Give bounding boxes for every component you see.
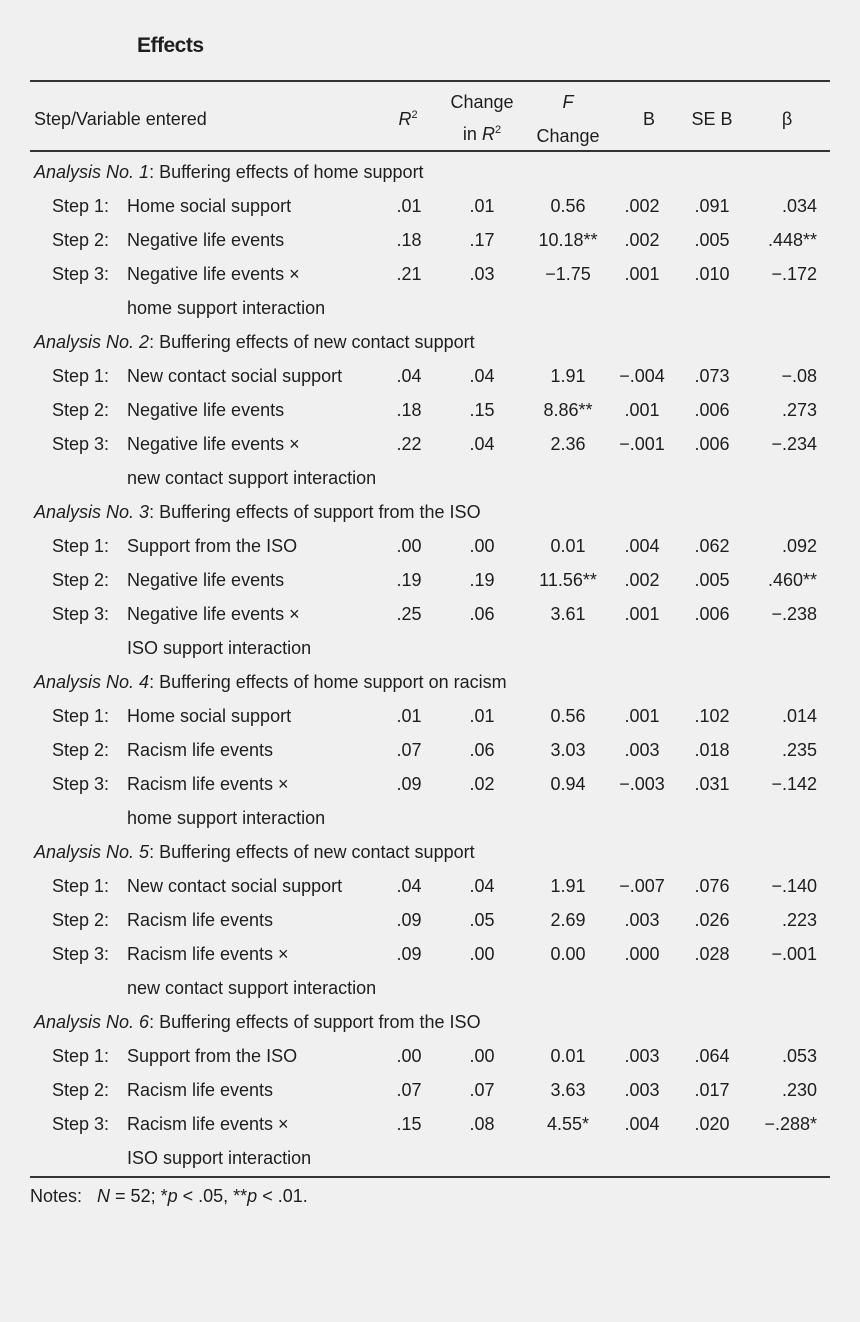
table-row [0, 869, 860, 903]
table-row [0, 257, 860, 291]
cell-r2: .18 [396, 400, 422, 420]
variable-name: Racism life events × [127, 944, 289, 964]
variable-name-continued: new contact support interaction [127, 468, 377, 488]
cell-beta: .230 [781, 1080, 817, 1100]
cell-beta: −.140 [771, 876, 817, 896]
step-label: Step 3: [52, 944, 110, 964]
cell-dr2: .04 [469, 876, 495, 896]
cell-dr2: .06 [469, 604, 495, 624]
analysis-title [34, 842, 475, 862]
cell-dr2: .17 [469, 230, 495, 250]
table-body [0, 155, 860, 1175]
analysis-label: Analysis No. 5 [34, 842, 150, 862]
cell-beta: .448** [767, 230, 817, 250]
cell-f: 0.00 [550, 944, 586, 964]
analysis-label: Analysis No. 3 [34, 502, 150, 522]
variable-name-continued: ISO support interaction [127, 638, 312, 658]
cell-beta: −.142 [771, 774, 817, 794]
table-row-continuation [0, 291, 860, 325]
cell-r2: .22 [396, 434, 422, 454]
cell-se: .073 [694, 366, 730, 386]
cell-b: −.007 [619, 876, 665, 896]
cell-se: .020 [694, 1114, 730, 1134]
analysis-description: : Buffering effects of support from the ISO [149, 502, 481, 522]
variable-name: Negative life events [127, 400, 285, 420]
step-label: Step 3: [52, 774, 110, 794]
cell-r2: .15 [396, 1114, 422, 1134]
cell-se: .026 [694, 910, 730, 930]
cell-dr2: .04 [469, 366, 495, 386]
cell-dr2: .00 [469, 536, 495, 556]
cell-f: 0.01 [550, 536, 586, 556]
variable-name-continued: ISO support interaction [127, 1148, 312, 1168]
analysis-header-row [0, 325, 860, 359]
cell-f: 3.61 [550, 604, 586, 624]
step-label: Step 1: [52, 196, 110, 216]
cell-r2: .00 [396, 536, 422, 556]
table-row [0, 563, 860, 597]
cell-se: .076 [694, 876, 730, 896]
step-label: Step 3: [52, 434, 110, 454]
header-f-line1: F [562, 92, 574, 112]
cell-dr2: .01 [469, 706, 495, 726]
variable-name: Support from the ISO [127, 1046, 298, 1066]
step-label: Step 1: [52, 1046, 110, 1066]
table-row [0, 937, 860, 971]
table-row [0, 223, 860, 257]
cell-se: .028 [694, 944, 730, 964]
cell-beta: −.238 [771, 604, 817, 624]
cell-b: .003 [624, 1080, 660, 1100]
variable-name: Racism life events [127, 1080, 274, 1100]
cell-beta: .235 [781, 740, 817, 760]
analysis-title [34, 162, 424, 182]
table-row [0, 1073, 860, 1107]
cell-b: .004 [624, 536, 660, 556]
cell-r2: .01 [396, 706, 422, 726]
step-label: Step 1: [52, 706, 110, 726]
cell-f: 11.56** [539, 570, 597, 590]
cell-b: −.004 [619, 366, 665, 386]
analysis-description: : Buffering effects of home support [149, 162, 424, 182]
cell-dr2: .19 [469, 570, 495, 590]
variable-name: Negative life events [127, 230, 285, 250]
step-label: Step 3: [52, 264, 110, 284]
cell-se: .005 [694, 230, 730, 250]
cell-f: 8.86** [543, 400, 593, 420]
cell-b: .000 [624, 944, 660, 964]
table-title: Effects [137, 34, 204, 57]
cell-beta: .460** [767, 570, 817, 590]
cell-r2: .07 [396, 1080, 422, 1100]
cell-r2: .07 [396, 740, 422, 760]
table-row [0, 597, 860, 631]
table-row [0, 427, 860, 461]
cell-se: .031 [694, 774, 730, 794]
cell-beta: −.172 [771, 264, 817, 284]
cell-f: 4.55* [546, 1114, 590, 1134]
header-change-line2: in $R^2$ [462, 124, 502, 144]
analysis-label: Analysis No. 4 [34, 672, 150, 692]
cell-beta: −.234 [771, 434, 817, 454]
table-row-continuation [0, 631, 860, 665]
header-step-variable: Step/Variable entered [34, 109, 207, 129]
cell-f: 2.69 [550, 910, 586, 930]
cell-b: .002 [624, 196, 660, 216]
cell-r2: .00 [396, 1046, 422, 1066]
cell-f: −1.75 [545, 264, 591, 284]
bottom-rule [30, 1176, 830, 1178]
cell-r2: .01 [396, 196, 422, 216]
cell-se: .010 [694, 264, 730, 284]
step-label: Step 2: [52, 400, 110, 420]
cell-beta: .092 [781, 536, 817, 556]
cell-beta: .273 [781, 400, 817, 420]
step-label: Step 1: [52, 876, 110, 896]
cell-dr2: .07 [469, 1080, 495, 1100]
cell-b: .003 [624, 740, 660, 760]
table-row [0, 359, 860, 393]
variable-name: Home social support [127, 706, 292, 726]
analysis-description: : Buffering effects of new contact support [149, 842, 475, 862]
analysis-description: : Buffering effects of support from the ISO [149, 1012, 481, 1032]
cell-beta: −.08 [781, 366, 817, 386]
variable-name-continued: home support interaction [127, 808, 326, 828]
variable-name: Negative life events [127, 570, 285, 590]
variable-name: New contact social support [127, 876, 343, 896]
table-row-continuation [0, 801, 860, 835]
cell-se: .006 [694, 400, 730, 420]
variable-name: Negative life events × [127, 264, 300, 284]
cell-r2: .09 [396, 910, 422, 930]
table-row-continuation [0, 1141, 860, 1175]
cell-dr2: .04 [469, 434, 495, 454]
variable-name-continued: home support interaction [127, 298, 326, 318]
cell-dr2: .00 [469, 944, 495, 964]
variable-name: Negative life events × [127, 434, 300, 454]
header-change-line1: Change [450, 92, 514, 112]
cell-r2: .09 [396, 944, 422, 964]
cell-dr2: .08 [469, 1114, 495, 1134]
variable-name: Racism life events [127, 910, 274, 930]
step-label: Step 2: [52, 570, 110, 590]
cell-b: .001 [624, 400, 660, 420]
cell-se: .006 [694, 604, 730, 624]
cell-f: 0.94 [550, 774, 586, 794]
table-row [0, 767, 860, 801]
header-f-line2: Change [536, 126, 600, 146]
cell-b: .002 [624, 570, 660, 590]
header-r2: $R^2$ [398, 109, 418, 129]
cell-b: .003 [624, 910, 660, 930]
cell-r2: .18 [396, 230, 422, 250]
cell-r2: .21 [396, 264, 422, 284]
cell-dr2: .06 [469, 740, 495, 760]
cell-f: 2.36 [550, 434, 586, 454]
header-rule [30, 150, 830, 152]
step-label: Step 1: [52, 366, 110, 386]
cell-se: .064 [694, 1046, 730, 1066]
cell-r2: .09 [396, 774, 422, 794]
cell-b: .003 [624, 1046, 660, 1066]
cell-se: .062 [694, 536, 730, 556]
analysis-label: Analysis No. 1 [34, 162, 150, 182]
cell-se: .091 [694, 196, 730, 216]
table-row [0, 189, 860, 223]
step-label: Step 1: [52, 536, 110, 556]
cell-beta: −.288* [764, 1114, 817, 1134]
cell-dr2: .01 [469, 196, 495, 216]
cell-beta: .223 [781, 910, 817, 930]
step-label: Step 2: [52, 910, 110, 930]
variable-name: Racism life events × [127, 774, 289, 794]
cell-se: .102 [694, 706, 730, 726]
variable-name-continued: new contact support interaction [127, 978, 377, 998]
cell-dr2: .02 [469, 774, 495, 794]
cell-f: 0.01 [550, 1046, 586, 1066]
analysis-description: : Buffering effects of home support on racism [149, 672, 507, 692]
cell-f: 3.63 [550, 1080, 586, 1100]
step-label: Step 2: [52, 740, 110, 760]
cell-dr2: .05 [469, 910, 495, 930]
table-row-continuation [0, 971, 860, 1005]
cell-b: .001 [624, 604, 660, 624]
cell-b: −.001 [619, 434, 665, 454]
table-row [0, 1107, 860, 1141]
cell-se: .017 [694, 1080, 730, 1100]
cell-f: 1.91 [550, 366, 586, 386]
analysis-header-row [0, 665, 860, 699]
analysis-header-row [0, 1005, 860, 1039]
table-row [0, 733, 860, 767]
header-b: B [642, 109, 656, 129]
cell-se: .005 [694, 570, 730, 590]
table-row [0, 1039, 860, 1073]
cell-dr2: .03 [469, 264, 495, 284]
variable-name: Home social support [127, 196, 292, 216]
cell-b: .004 [624, 1114, 660, 1134]
cell-se: .006 [694, 434, 730, 454]
header-beta: β [781, 109, 793, 129]
cell-se: .018 [694, 740, 730, 760]
cell-f: 0.56 [550, 706, 586, 726]
header-se-b: SE B [691, 109, 733, 129]
analysis-header-row [0, 495, 860, 529]
cell-r2: .25 [396, 604, 422, 624]
analysis-title [34, 1012, 481, 1032]
step-label: Step 2: [52, 230, 110, 250]
variable-name: Negative life events × [127, 604, 300, 624]
cell-beta: .034 [781, 196, 817, 216]
variable-name: Racism life events [127, 740, 274, 760]
top-rule [30, 80, 830, 82]
cell-b: .001 [624, 264, 660, 284]
variable-name: Racism life events × [127, 1114, 289, 1134]
cell-f: 3.03 [550, 740, 586, 760]
analysis-header-row [0, 835, 860, 869]
analysis-title [34, 672, 507, 692]
cell-dr2: .15 [469, 400, 495, 420]
table-row [0, 529, 860, 563]
table-row [0, 699, 860, 733]
cell-beta: .053 [781, 1046, 817, 1066]
step-label: Step 2: [52, 1080, 110, 1100]
analysis-header-row [0, 155, 860, 189]
step-label: Step 3: [52, 604, 110, 624]
cell-b: .002 [624, 230, 660, 250]
cell-b: −.003 [619, 774, 665, 794]
table-row-continuation [0, 461, 860, 495]
table-notes: Notes: N = 52; *p < .05, **p < .01. [30, 1186, 308, 1206]
cell-f: 1.91 [550, 876, 586, 896]
analysis-title [34, 332, 475, 352]
cell-dr2: .00 [469, 1046, 495, 1066]
cell-beta: .014 [781, 706, 817, 726]
analysis-label: Analysis No. 2 [34, 332, 150, 352]
variable-name: New contact social support [127, 366, 343, 386]
analysis-description: : Buffering effects of new contact support [149, 332, 475, 352]
table-row [0, 903, 860, 937]
cell-b: .001 [624, 706, 660, 726]
step-label: Step 3: [52, 1114, 110, 1134]
cell-r2: .04 [396, 876, 422, 896]
cell-r2: .04 [396, 366, 422, 386]
cell-f: 0.56 [550, 196, 586, 216]
analysis-label: Analysis No. 6 [34, 1012, 150, 1032]
table-row [0, 393, 860, 427]
cell-beta: −.001 [771, 944, 817, 964]
analysis-title [34, 502, 481, 522]
cell-f: 10.18** [538, 230, 598, 250]
variable-name: Support from the ISO [127, 536, 298, 556]
cell-r2: .19 [396, 570, 422, 590]
